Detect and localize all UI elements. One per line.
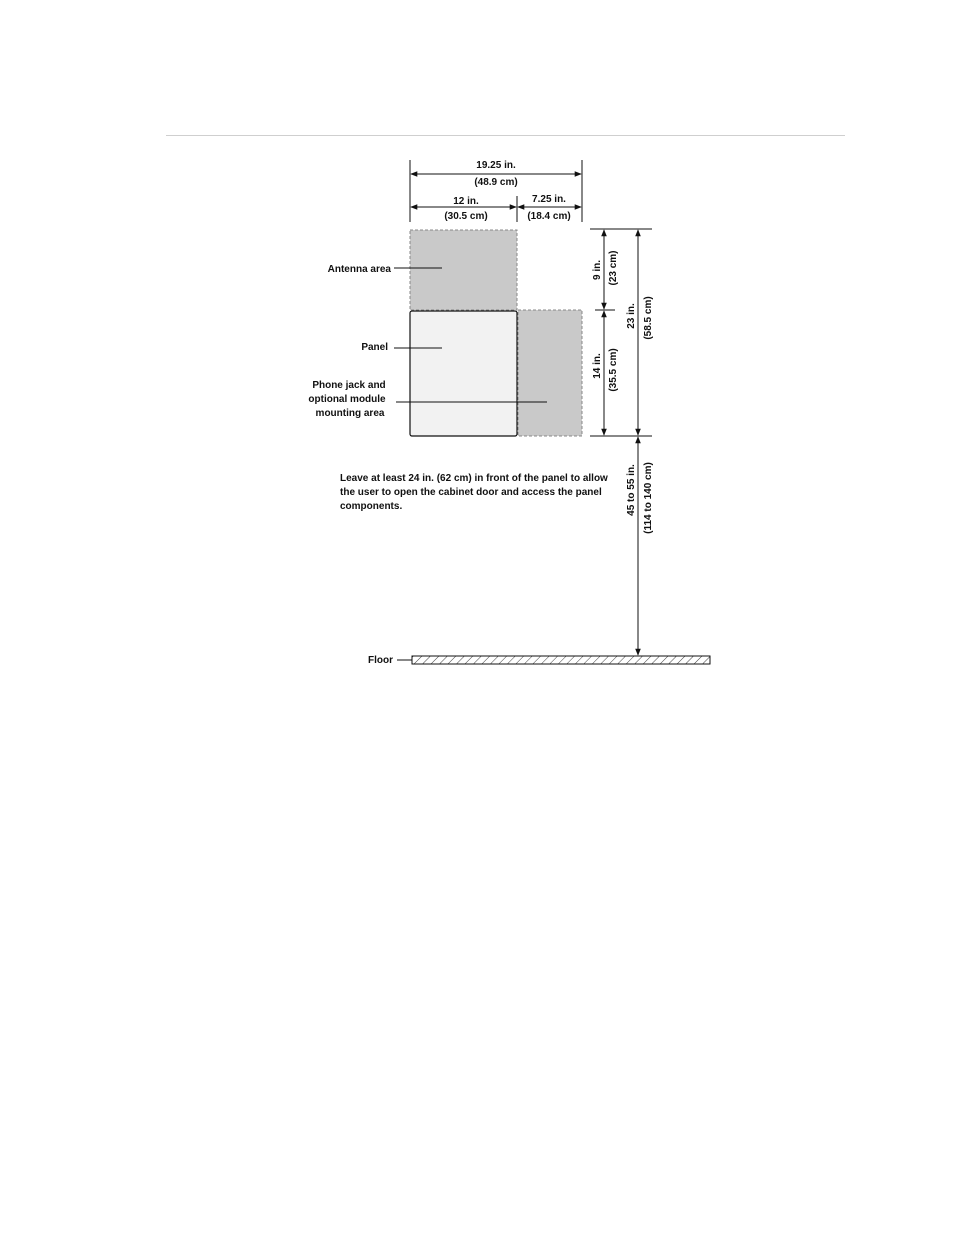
floor-height-in: 45 to 55 in. xyxy=(626,464,637,516)
total-height-cm: (58.5 cm) xyxy=(643,296,654,340)
phone-jack-label-1: Phone jack and xyxy=(312,380,386,391)
side-width-cm: (18.4 cm) xyxy=(527,211,571,222)
panel-label: Panel xyxy=(361,342,388,353)
phone-jack-area xyxy=(518,310,582,436)
panel-width-cm: (30.5 cm) xyxy=(444,211,488,222)
total-width-in: 19.25 in. xyxy=(476,160,516,171)
total-width-cm: (48.9 cm) xyxy=(474,177,518,188)
antenna-label: Antenna area xyxy=(327,264,391,275)
antenna-height-in: 9 in. xyxy=(592,259,603,281)
panel-height-in: 14 in. xyxy=(592,353,603,379)
panel-width-in: 12 in. xyxy=(453,196,479,207)
panel-box xyxy=(410,311,517,436)
panel-height-cm: (35.5 cm) xyxy=(608,348,619,392)
phone-jack-label-2: optional module xyxy=(308,394,386,405)
clearance-note: Leave at least 24 in. (62 cm) in front of the panel to allow the user to open the cabinet door and access the panel components. xyxy=(340,473,608,512)
side-width-in: 7.25 in. xyxy=(532,194,566,205)
floor-height-cm: (114 to 140 cm) xyxy=(643,462,654,534)
floor-slab xyxy=(412,656,710,664)
floor-label: Floor xyxy=(368,655,393,666)
antenna-area xyxy=(410,230,517,310)
phone-jack-label-3: mounting area xyxy=(315,408,385,419)
total-height-in: 23 in. xyxy=(626,303,637,329)
antenna-height-cm: (23 cm) xyxy=(608,250,619,286)
